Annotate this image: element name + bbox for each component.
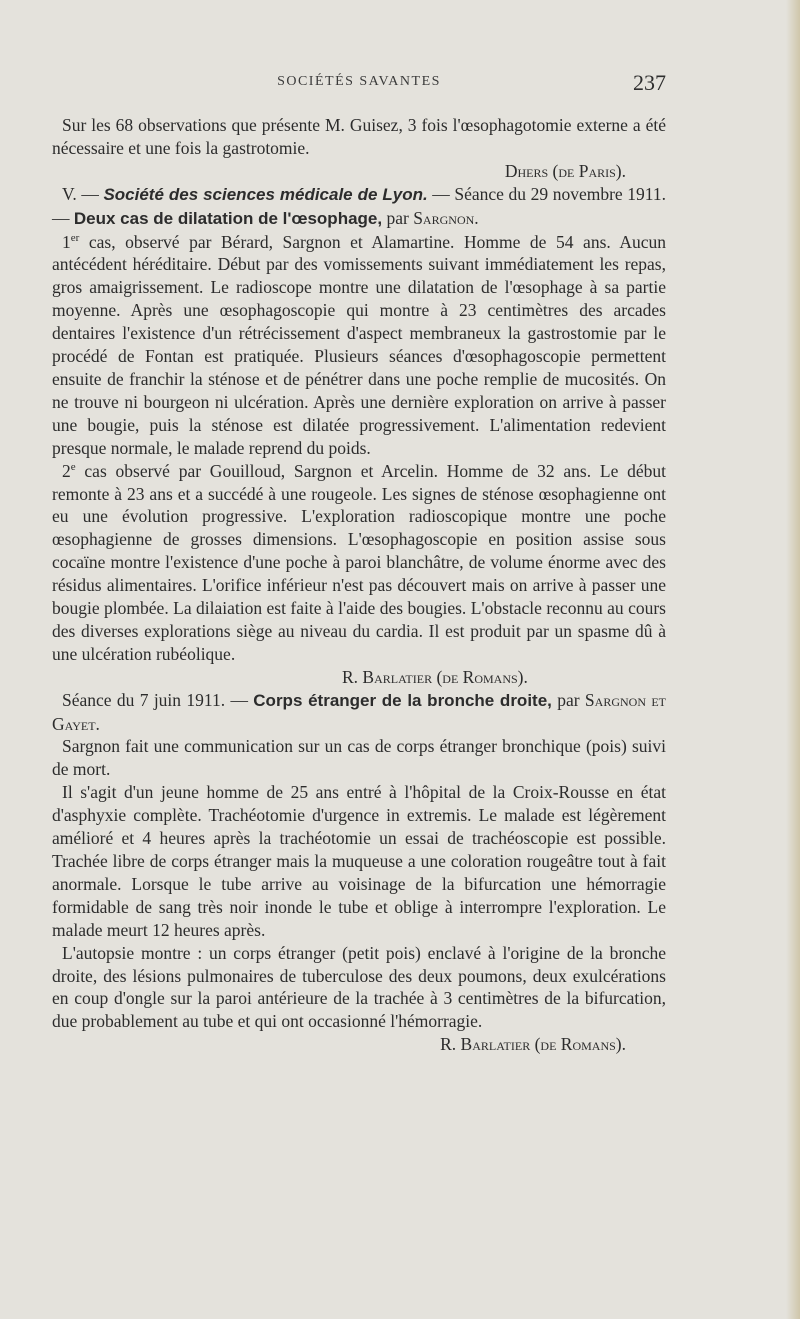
signature-text: R. Barlatier (de Romans). <box>440 1034 626 1055</box>
case-2-number: 2 <box>62 460 71 481</box>
case-1-text: cas, observé par Bérard, Sargnon et Alamartine. Homme de 54 ans. Aucun antécédent héréditaire. Début par des vomissements suivant immédiatement les repas, gros amaigrissement. Le radioscope montre une dilatation de l'œsophage à sa partie moyenne. Après une œsophagoscopie qui montre à 23 centimètres des arcades dentaires l'existence d'un rétrécissement d'aspect membraneux la gastrostomie par le procédé de Fontan est pratiquée. Plusieurs séances d'œsophagoscopie permettent ensuite de franchir la sténose et de pénétrer dans une poche remplie de mucosités. On ne trouve ni bourgeon ni ulcération. Après une dernière exploration on arrive à passer une bougie, puis la sténose est dilatée progressivement. L'alimentation redevient presque normale, le malade reprend du poids. <box>52 231 666 458</box>
signature-barlatier-1 <box>52 666 666 689</box>
author-names: Sargnon et Gayet. <box>52 689 666 734</box>
signature-text: Dhers (de Paris). <box>504 160 626 181</box>
case-1-ordinal: er <box>70 231 80 244</box>
case-description-paragraph: Il s'agit d'un jeune homme de 25 ans entré à l'hôpital de la Croix-Rousse en état d'asphyxie complète. Trachéotomie d'urgence in extremis. Le malade est légèrement amélioré et 4 heures après la trachéotomie un essai de trachéoscopie est possible. Trachée libre de corps étranger mais la muqueuse a une coloration rougeâtre tout à fait anormale. Lorsque le tube arrive au voisinage de la bifurcation une hémorragie formidable de sang très noir inonde le tube et oblige à interrompre l'exploration. Le malade meurt 12 heures après. <box>52 782 666 940</box>
page-number: 237 <box>633 70 666 95</box>
society-name: Société des sciences médicale de Lyon. <box>103 184 428 204</box>
page-body <box>52 114 666 1056</box>
session-date: — Séance du 29 novembre 1911. — <box>52 183 666 228</box>
case-2-paragraph <box>52 460 666 666</box>
by-word: par <box>551 689 585 710</box>
communication-title: Corps étranger de la bronche droite, <box>253 690 552 710</box>
page-header <box>52 70 666 98</box>
section-2-heading <box>52 689 666 736</box>
case-1-number: 1 <box>62 231 71 252</box>
session-date: Séance du 7 juin 1911. — <box>62 689 254 710</box>
page-edge-shadow <box>786 0 800 1319</box>
by-word: par <box>382 207 414 228</box>
autopsy-paragraph: L'autopsie montre : un corps étranger (petit pois) enclavé à l'origine de la bronche droite, des lésions pulmonaires de tuberculose des deux poumons, deux exulcérations en coup d'ongle sur la paroi antérieure de la trachée à 3 centimètres de la bifurcation, due probablement au tube et qui ont occasionné l'hémorragie. <box>52 942 666 1032</box>
case-1-paragraph <box>52 231 666 460</box>
case-2-ordinal: e <box>70 460 76 473</box>
signature-text: R. Barlatier (de Romans). <box>342 666 528 687</box>
signature-dhers <box>52 160 666 183</box>
running-title: SOCIÉTÉS SAVANTES <box>277 74 441 89</box>
section-v-heading <box>52 183 666 231</box>
communication-paragraph: Sargnon fait une communication sur un cas de corps étranger bronchique (pois) suivi de mort. <box>52 736 666 780</box>
author-name: Sargnon. <box>413 207 479 228</box>
case-2-text: cas observé par Gouilloud, Sargnon et Arcelin. Homme de 32 ans. Le début remonte à 23 ans et a succédé à une rougeole. Les signes de sténose œsophagienne ont eu une évolution progressive. L'exploration radioscopique montre une poche œsophagienne de grosses dimensions. L'œsophagoscopie en position assise sous cocaïne montre l'existence d'une poche à paroi blanchâtre, de volume énorme avec des résidus alimentaires. L'orifice inférieur n'est pas découvert mais on arrive à passer une bougie plombée. La dilaiation est faite à l'aide des bougies. L'obstacle reconnu au cours des diverses explorations siège au niveau du cardia. Il est produit par un spasme dû à une ulcération rubéolique. <box>52 460 666 664</box>
communication-title: Deux cas de dilatation de l'œsophage, <box>73 208 383 228</box>
intro-paragraph: Sur les 68 observations que présente M. Guisez, 3 fois l'œsophagotomie externe a été nécessaire et une fois la gastrotomie. <box>52 115 666 158</box>
signature-barlatier-2 <box>52 1033 666 1056</box>
section-number: V. — <box>62 183 104 204</box>
